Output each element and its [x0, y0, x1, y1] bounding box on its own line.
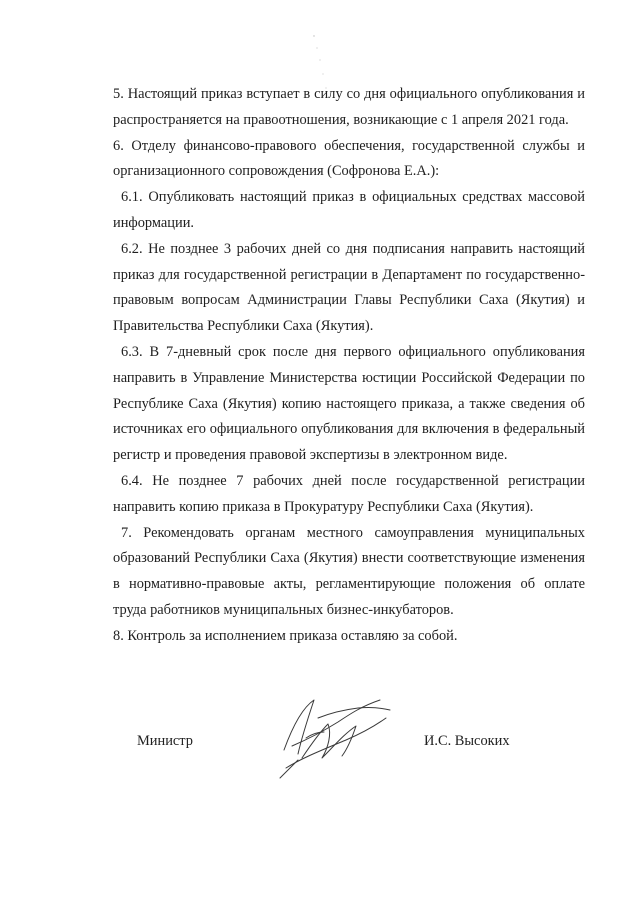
- paragraph-6-3-text: 6.3. В 7-дневный срок после дня первого официального опубликования направить в Управление Министерства юстиции Российской Федерации по Республике Саха (Якутия) копию настоящего приказа, а также сведения об источниках его официального опубликования для включения в федеральный регистр и проведения правовой экспертизы в электронном виде.: [113, 343, 585, 464]
- paragraph-6-2-text: 6.2. Не позднее 3 рабочих дней со дня подписания направить настоящий приказ для государственной регистрации в Департамент по государственно-правовым вопросам Администрации Главы Республики Саха (Якутия) и Правительства Республики Саха (Якутия).: [113, 240, 585, 335]
- paragraph-8: [113, 624, 585, 650]
- paragraph-6-4-text: 6.4. Не позднее 7 рабочих дней после государственной регистрации направить копию приказа в Прокуратуру Республики Саха (Якутия).: [113, 472, 585, 515]
- paragraph-6: [113, 134, 585, 186]
- signatory-title: Министр: [137, 733, 193, 749]
- paragraph-6-1-text: 6.1. Опубликовать настоящий приказ в официальных средствах массовой информации.: [113, 189, 585, 231]
- paragraph-8-text: 8. Контроль за исполнением приказа оставляю за собой.: [113, 627, 458, 644]
- paragraph-6-3: [113, 340, 585, 469]
- paragraph-6-2: [113, 237, 585, 340]
- paragraph-7-text: 7. Рекомендовать органам местного самоуправления муниципальных образований Республики Саха (Якутия) внести соответствующие изменения в нормативно-правовые акты, регламентирующие положения об оплате труда работников муниципальных бизнес-инкубаторов.: [113, 524, 585, 618]
- paragraph-5-text: 5. Настоящий приказ вступает в силу со дня официального опубликования и распространяется на правоотношения, возникающие с 1 апреля 2021 года.: [113, 86, 585, 128]
- handwritten-signature: [262, 688, 402, 783]
- paragraph-6-text: 6. Отделу финансово-правового обеспечения, государственной службы и организационного сопровождения (Софронова Е.А.):: [113, 137, 585, 180]
- paragraph-7: [113, 521, 585, 624]
- signatory-name: И.С. Высоких: [424, 733, 510, 749]
- paragraph-6-4: [113, 469, 585, 521]
- order-body: [113, 82, 585, 650]
- paragraph-6-1: [113, 185, 585, 237]
- paragraph-5: [113, 82, 585, 134]
